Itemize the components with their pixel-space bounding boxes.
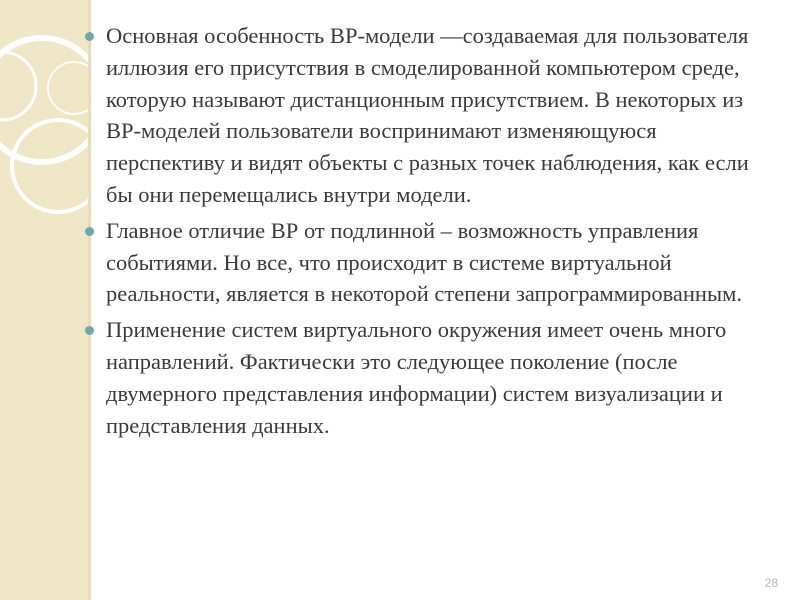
bullet-dot-icon xyxy=(85,32,94,41)
slide-content xyxy=(82,20,772,445)
bullet-dot-icon xyxy=(85,326,94,335)
bullet-item xyxy=(82,314,772,441)
bullet-dot-icon xyxy=(85,227,94,236)
bullet-text: Применение систем виртуального окружения имеет очень много направлений. Фактически это следующее поколение (после двумерного представления информации) систем визуализации и представления данных. xyxy=(106,317,727,438)
decorative-side-band xyxy=(0,0,88,600)
bullet-list xyxy=(82,20,772,441)
decorative-circles-graphic xyxy=(0,0,88,600)
page-number: 28 xyxy=(764,576,778,590)
bullet-text: Главное отличие ВР от подлинной – возможность управления событиями. Но все, что происходит в системе виртуальной реальности, является в некоторой степени запрограммированным. xyxy=(106,217,742,307)
bullet-item xyxy=(82,215,772,310)
bullet-text: Основная особенность ВР-модели —создаваемая для пользователя иллюзия его присутствия в смоделированной компьютером среде, которую называют дистанционным присутствием. В некоторых из ВР-моделей пользователи воспринимают изменяющуюся перспективу и видят объекты с разных точек наблюдения, как если бы они перемещались внутри модели. xyxy=(106,23,749,207)
bullet-item xyxy=(82,20,772,211)
